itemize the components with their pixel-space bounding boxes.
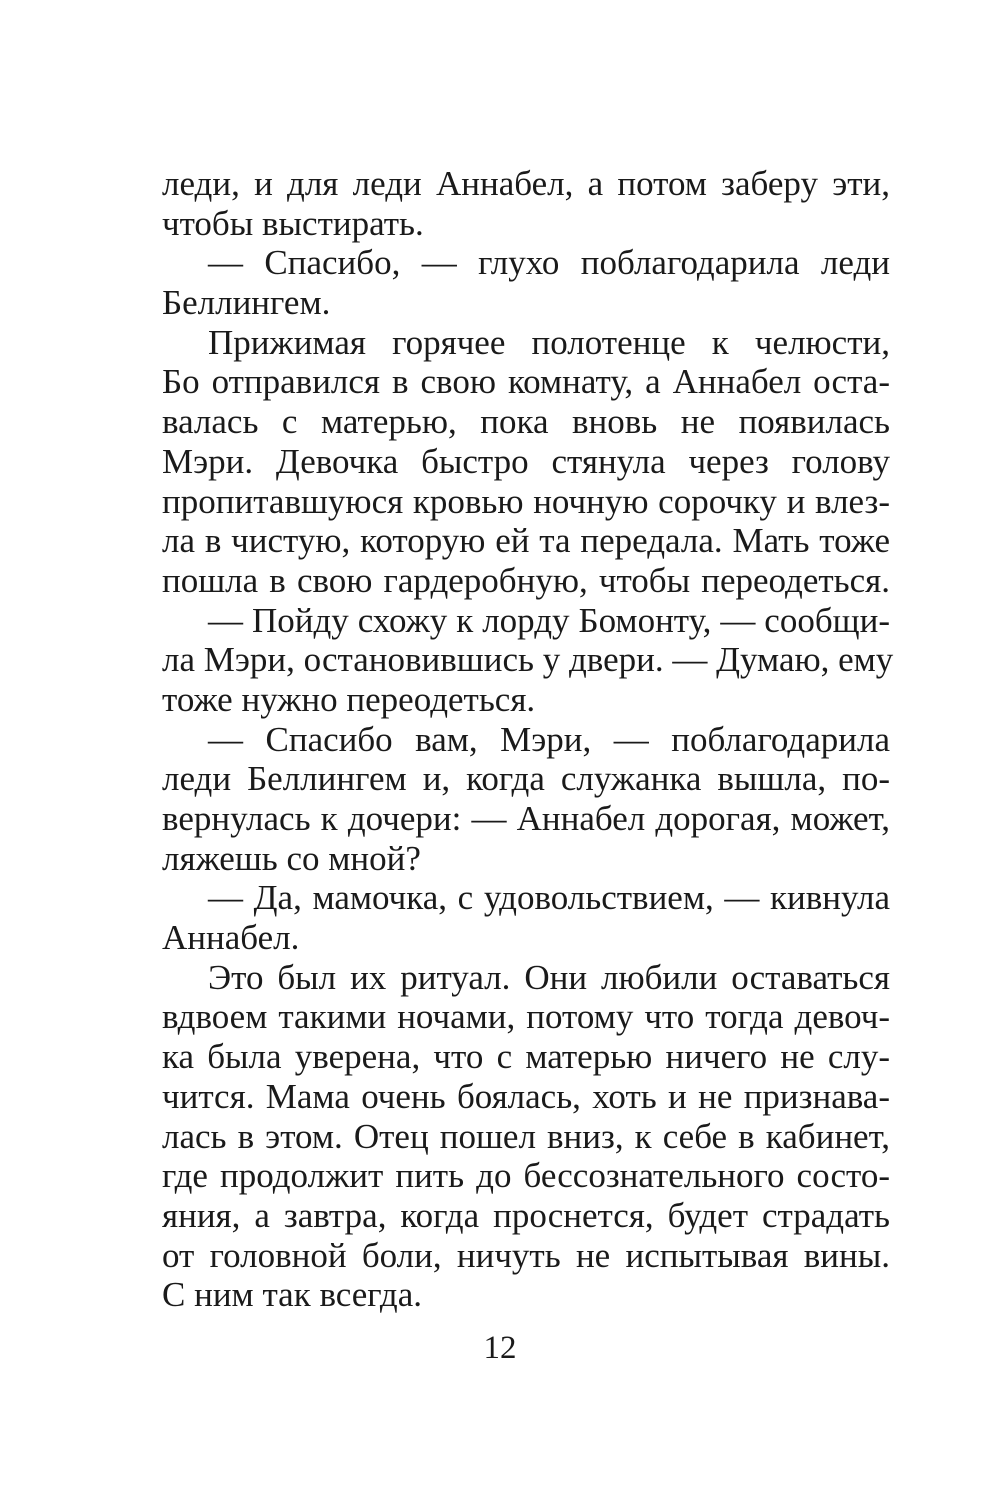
text-line: пошла в свою гардеробную, чтобы переодеться. bbox=[162, 560, 890, 600]
text-line: Это был их ритуал. Они любили оставаться bbox=[208, 957, 890, 997]
text-line: лась в этом. Отец пошел вниз, к себе в кабинет, bbox=[162, 1116, 890, 1156]
text-line: вернулась к дочери: — Аннабел дорогая, может, bbox=[162, 799, 890, 838]
text-line: Прижимая горячее полотенце к челюсти, bbox=[208, 322, 890, 362]
text-line: яния, а завтра, когда проснется, будет страдать bbox=[162, 1195, 890, 1235]
text-line: С ним так всегда. bbox=[162, 1275, 422, 1315]
text-line: ка была уверена, что с матерью ничего не слу- bbox=[162, 1037, 890, 1077]
text-line: леди, и для леди Аннабел, а потом заберу эти, bbox=[162, 164, 890, 203]
text-line: ляжешь со мной? bbox=[162, 838, 421, 878]
page-number: 12 bbox=[483, 1330, 517, 1366]
text-line: чится. Мама очень боялась, хоть и не признава- bbox=[162, 1076, 890, 1116]
text-line: леди Беллингем и, когда служанка вышла, по- bbox=[162, 759, 890, 799]
text-line: Бо отправился в свою комнату, а Аннабел оста- bbox=[162, 362, 890, 402]
text-line: — Пойду схожу к лорду Бомонту, — сообщи- bbox=[208, 600, 890, 640]
text-line: ла Мэри, остановившись у двери. — Думаю, ему bbox=[162, 640, 894, 680]
text-line: чтобы выстирать. bbox=[162, 203, 424, 243]
text-line: вдвоем такими ночами, потому что тогда девоч- bbox=[162, 997, 890, 1037]
text-line: валась с матерью, пока вновь не появилась bbox=[162, 402, 890, 442]
text-line: Аннабел. bbox=[162, 918, 300, 958]
text-line: — Спасибо, — глухо поблагодарила леди bbox=[208, 243, 890, 283]
text-line: пропитавшуюся кровью ночную сорочку и влез- bbox=[162, 481, 890, 521]
text-line: — Да, мамочка, с удовольствием, — кивнула bbox=[208, 878, 890, 918]
text-line: тоже нужно переодеться. bbox=[162, 679, 536, 719]
text-line: Мэри. Девочка быстро стянула через голову bbox=[162, 441, 890, 481]
text-line: Беллингем. bbox=[162, 283, 331, 323]
body-text bbox=[162, 164, 894, 1315]
text-line: от головной боли, ничуть не испытывая вины. bbox=[162, 1235, 890, 1275]
text-line: ла в чистую, которую ей та передала. Мать тоже bbox=[162, 521, 890, 561]
text-line: где продолжит пить до бессознательного состо- bbox=[162, 1156, 890, 1196]
text-line: — Спасибо вам, Мэри, — поблагодарила bbox=[208, 719, 890, 759]
